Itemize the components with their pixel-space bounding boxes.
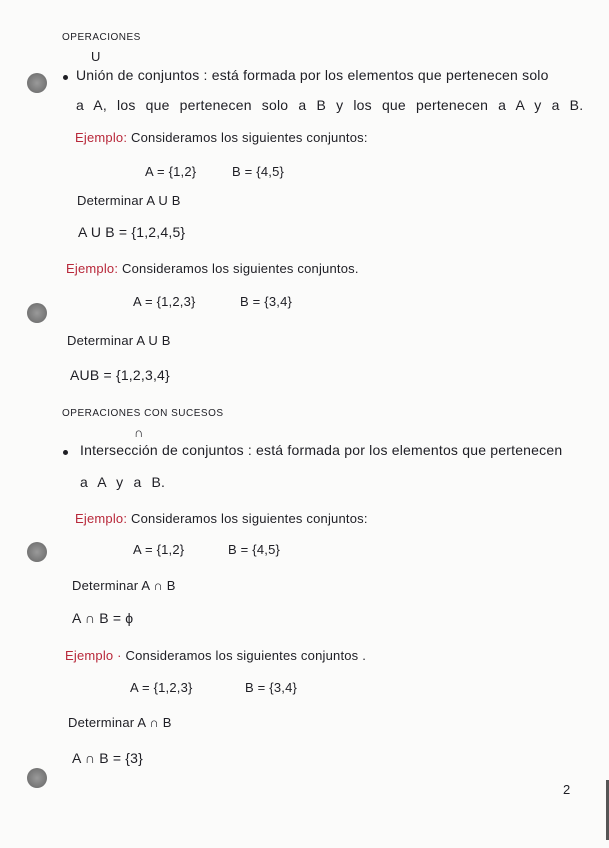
union-symbol: U <box>91 49 101 64</box>
bullet <box>63 75 68 80</box>
set-a: A = {1,2} <box>145 164 197 179</box>
example-label <box>65 648 366 663</box>
example-tag: Ejemplo: <box>66 261 119 276</box>
result: AUB = {1,2,3,4} <box>70 367 170 383</box>
example-label <box>66 261 359 276</box>
result: A ∩ B = {3} <box>72 750 144 766</box>
set-a: A = {1,2} <box>133 542 185 557</box>
set-a: A = {1,2,3} <box>133 294 196 309</box>
example-label <box>75 511 368 526</box>
task: Determinar A U B <box>77 193 181 208</box>
result: A U B = {1,2,4,5} <box>78 224 186 240</box>
set-b: B = {4,5} <box>228 542 281 557</box>
heading-operaciones: OPERACIONES <box>62 32 141 43</box>
intersection-definition-line2: a A y a B. <box>80 474 166 490</box>
set-b: B = {3,4} <box>240 294 293 309</box>
task: Determinar A ∩ B <box>72 578 176 593</box>
intersection-definition-line1: Intersección de conjuntos : está formada por los elementos que pertenecen <box>80 442 563 458</box>
punch-hole <box>27 542 47 562</box>
punch-hole <box>27 768 47 788</box>
example-text: Consideramos los siguientes conjuntos. <box>122 261 359 276</box>
example-tag: Ejemplo · <box>65 648 122 663</box>
heading-operaciones-con-sucesos: OPERACIONES CON SUCESOS <box>62 408 224 419</box>
result: A ∩ B = ϕ <box>72 610 134 626</box>
page-number: 2 <box>563 782 571 797</box>
bullet <box>63 450 68 455</box>
example-text: Consideramos los siguientes conjuntos . <box>125 648 367 663</box>
punch-hole <box>27 73 47 93</box>
example-tag: Ejemplo: <box>75 130 128 145</box>
punch-hole <box>27 303 47 323</box>
example-text: Consideramos los siguientes conjuntos: <box>131 511 368 526</box>
union-definition-line1: Unión de conjuntos : está formada por los elementos que pertenecen solo <box>76 67 549 83</box>
example-text: Consideramos los siguientes conjuntos: <box>131 130 368 145</box>
set-b: B = {3,4} <box>245 680 298 695</box>
intersection-symbol: ∩ <box>134 425 144 440</box>
set-b: B = {4,5} <box>232 164 285 179</box>
union-definition-line2: a A, los que pertenecen solo a B y los que pertenecen a A y a B. <box>76 97 584 113</box>
example-label <box>75 130 368 145</box>
task: Determinar A ∩ B <box>68 715 172 730</box>
example-tag: Ejemplo: <box>75 511 128 526</box>
task: Determinar A U B <box>67 333 171 348</box>
set-a: A = {1,2,3} <box>130 680 193 695</box>
